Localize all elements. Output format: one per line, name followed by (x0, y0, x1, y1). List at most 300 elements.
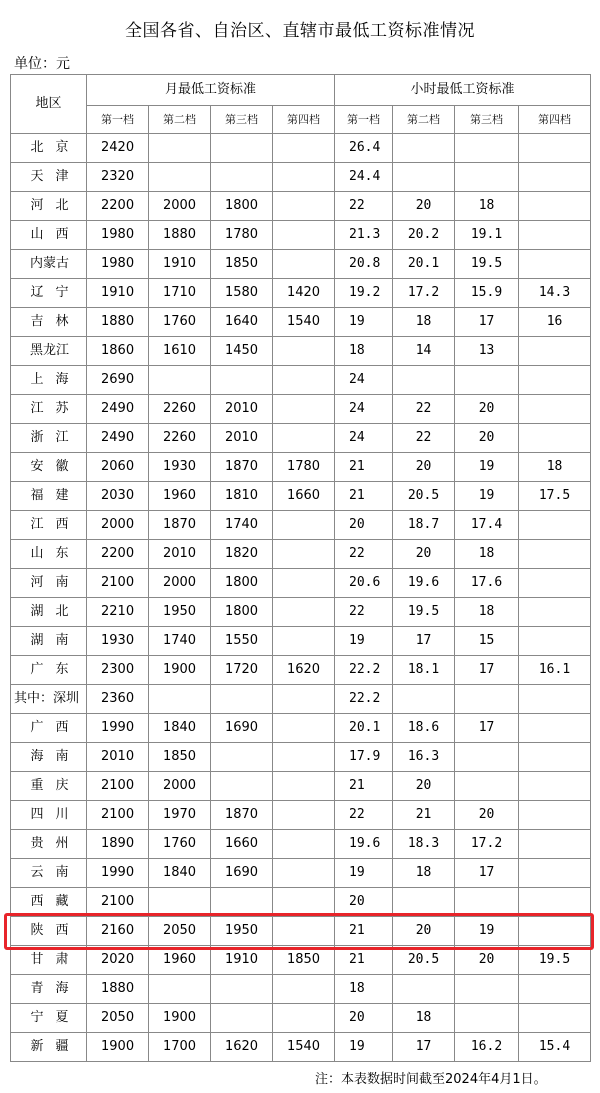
monthly-tier-1-cell: 2030 (87, 482, 149, 511)
hourly-tier-1-cell: 24 (335, 366, 393, 395)
hourly-tier-4-cell (519, 163, 591, 192)
hourly-tier-3-cell: 20 (455, 946, 519, 975)
hourly-tier-4-cell (519, 859, 591, 888)
hourly-tier-4-cell (519, 772, 591, 801)
hourly-tier-3-cell: 17 (455, 859, 519, 888)
region-cell: 江苏 (11, 395, 87, 424)
hourly-tier-3-cell: 17.6 (455, 569, 519, 598)
hourly-tier-2-cell: 18 (393, 308, 455, 337)
monthly-tier-2-cell (149, 134, 211, 163)
hourly-tier-2-header: 第二档 (393, 106, 455, 134)
monthly-tier-1-cell: 2160 (87, 917, 149, 946)
table-row (11, 975, 591, 1004)
monthly-tier-1-cell: 2200 (87, 540, 149, 569)
region-cell: 吉林 (11, 308, 87, 337)
region-cell: 内蒙古 (11, 250, 87, 279)
monthly-tier-2-cell: 1950 (149, 598, 211, 627)
monthly-tier-2-cell (149, 163, 211, 192)
monthly-tier-2-cell (149, 888, 211, 917)
monthly-tier-3-cell: 1580 (211, 279, 273, 308)
hourly-tier-2-cell: 20.5 (393, 482, 455, 511)
hourly-tier-2-cell (393, 685, 455, 714)
hourly-tier-1-cell: 19.2 (335, 279, 393, 308)
hourly-tier-2-cell: 18 (393, 1004, 455, 1033)
monthly-tier-1-cell: 2100 (87, 569, 149, 598)
table-row (11, 1004, 591, 1033)
monthly-tier-4-cell (273, 714, 335, 743)
hourly-tier-4-cell (519, 424, 591, 453)
region-cell: 四川 (11, 801, 87, 830)
hourly-tier-3-cell: 18 (455, 192, 519, 221)
hourly-tier-3-cell: 18 (455, 540, 519, 569)
hourly-tier-1-cell: 20 (335, 1004, 393, 1033)
monthly-tier-3-cell: 1820 (211, 540, 273, 569)
table-row (11, 714, 591, 743)
monthly-tier-4-cell (273, 743, 335, 772)
hourly-tier-2-cell: 20 (393, 453, 455, 482)
monthly-tier-4-cell (273, 569, 335, 598)
monthly-tier-3-cell: 1450 (211, 337, 273, 366)
hourly-tier-4-cell (519, 540, 591, 569)
table-row (11, 540, 591, 569)
monthly-tier-4-cell: 1780 (273, 453, 335, 482)
monthly-tier-2-cell: 2260 (149, 395, 211, 424)
hourly-tier-3-cell: 17 (455, 656, 519, 685)
region-cell: 海南 (11, 743, 87, 772)
monthly-tier-3-cell: 1800 (211, 192, 273, 221)
hourly-tier-3-cell: 17 (455, 308, 519, 337)
monthly-tier-4-cell (273, 685, 335, 714)
region-cell: 福建 (11, 482, 87, 511)
hourly-tier-2-cell: 18 (393, 859, 455, 888)
hourly-tier-4-header: 第四档 (519, 106, 591, 134)
hourly-tier-1-cell: 21 (335, 482, 393, 511)
monthly-tier-1-cell: 1880 (87, 975, 149, 1004)
monthly-tier-3-cell: 1660 (211, 830, 273, 859)
hourly-tier-1-cell: 19 (335, 308, 393, 337)
table-row (11, 569, 591, 598)
table-row (11, 482, 591, 511)
table-row (11, 279, 591, 308)
monthly-tier-2-cell: 1870 (149, 511, 211, 540)
hourly-tier-1-cell: 24 (335, 395, 393, 424)
region-cell: 青海 (11, 975, 87, 1004)
hourly-tier-3-cell (455, 975, 519, 1004)
monthly-tier-4-cell (273, 395, 335, 424)
table-row (11, 366, 591, 395)
monthly-tier-4-cell (273, 511, 335, 540)
monthly-tier-3-cell (211, 975, 273, 1004)
hourly-tier-1-cell: 20.8 (335, 250, 393, 279)
monthly-tier-2-cell: 1740 (149, 627, 211, 656)
table-row (11, 511, 591, 540)
hourly-tier-2-cell: 20.1 (393, 250, 455, 279)
hourly-tier-2-cell (393, 163, 455, 192)
hourly-tier-3-cell: 16.2 (455, 1033, 519, 1062)
monthly-tier-4-cell: 1420 (273, 279, 335, 308)
monthly-tier-2-cell: 1910 (149, 250, 211, 279)
monthly-tier-2-cell: 2000 (149, 192, 211, 221)
hourly-tier-2-cell: 18.7 (393, 511, 455, 540)
region-cell: 河北 (11, 192, 87, 221)
monthly-tier-3-cell: 1950 (211, 917, 273, 946)
hourly-tier-1-cell: 22.2 (335, 656, 393, 685)
hourly-tier-2-cell: 18.1 (393, 656, 455, 685)
monthly-tier-4-cell (273, 192, 335, 221)
monthly-tier-4-cell (273, 801, 335, 830)
monthly-tier-1-cell: 1860 (87, 337, 149, 366)
minimum-wage-table (10, 74, 591, 1062)
monthly-tier-4-cell: 1660 (273, 482, 335, 511)
hourly-tier-2-cell: 19.5 (393, 598, 455, 627)
monthly-tier-4-cell (273, 1004, 335, 1033)
table-row (11, 888, 591, 917)
hourly-tier-1-cell: 19 (335, 1033, 393, 1062)
monthly-tier-1-cell: 1900 (87, 1033, 149, 1062)
footnote: 注：本表数据时间截至2024年4月1日。 (315, 1072, 547, 1087)
region-cell: 天津 (11, 163, 87, 192)
monthly-tier-2-cell: 2010 (149, 540, 211, 569)
hourly-tier-4-cell (519, 598, 591, 627)
monthly-tier-3-cell: 2010 (211, 395, 273, 424)
monthly-tier-3-cell: 1550 (211, 627, 273, 656)
region-cell: 北京 (11, 134, 87, 163)
monthly-tier-1-cell: 2490 (87, 395, 149, 424)
region-cell: 河南 (11, 569, 87, 598)
monthly-tier-4-cell (273, 163, 335, 192)
region-cell: 西藏 (11, 888, 87, 917)
hourly-tier-3-cell: 17.2 (455, 830, 519, 859)
table-row (11, 859, 591, 888)
hourly-tier-3-cell: 19 (455, 482, 519, 511)
hourly-tier-4-cell: 16.1 (519, 656, 591, 685)
table-row (11, 134, 591, 163)
hourly-tier-3-cell (455, 163, 519, 192)
monthly-tier-1-cell: 1990 (87, 859, 149, 888)
monthly-tier-4-cell (273, 540, 335, 569)
table-row (11, 830, 591, 859)
hourly-tier-4-cell: 16 (519, 308, 591, 337)
hourly-tier-2-cell: 17 (393, 627, 455, 656)
region-cell: 山东 (11, 540, 87, 569)
hourly-tier-4-cell (519, 192, 591, 221)
monthly-tier-3-cell: 1640 (211, 308, 273, 337)
monthly-tier-4-header: 第四档 (273, 106, 335, 134)
hourly-tier-1-cell: 19 (335, 627, 393, 656)
monthly-tier-4-cell: 1850 (273, 946, 335, 975)
hourly-tier-3-cell: 17.4 (455, 511, 519, 540)
hourly-tier-4-cell (519, 366, 591, 395)
monthly-tier-1-cell: 2010 (87, 743, 149, 772)
monthly-tier-4-cell (273, 134, 335, 163)
hourly-tier-1-header: 第一档 (335, 106, 393, 134)
hourly-tier-4-cell (519, 134, 591, 163)
monthly-tier-2-cell: 2260 (149, 424, 211, 453)
hourly-tier-3-cell: 19.5 (455, 250, 519, 279)
monthly-tier-2-cell: 2000 (149, 569, 211, 598)
hourly-tier-3-cell: 17 (455, 714, 519, 743)
region-cell: 广西 (11, 714, 87, 743)
hourly-tier-1-cell: 21 (335, 453, 393, 482)
monthly-tier-1-cell: 1990 (87, 714, 149, 743)
monthly-tier-3-cell (211, 685, 273, 714)
hourly-tier-2-cell (393, 975, 455, 1004)
hourly-tier-4-cell (519, 685, 591, 714)
hourly-tier-4-cell (519, 1004, 591, 1033)
region-column-header: 地区 (11, 75, 87, 134)
hourly-tier-1-cell: 20 (335, 888, 393, 917)
table-row (11, 337, 591, 366)
table-row (11, 163, 591, 192)
hourly-tier-2-cell: 16.3 (393, 743, 455, 772)
monthly-tier-3-cell: 2010 (211, 424, 273, 453)
table-row (11, 685, 591, 714)
monthly-tier-2-cell: 1760 (149, 308, 211, 337)
hourly-tier-1-cell: 19.6 (335, 830, 393, 859)
monthly-tier-3-cell: 1720 (211, 656, 273, 685)
hourly-tier-2-cell: 17.2 (393, 279, 455, 308)
hourly-tier-4-cell (519, 917, 591, 946)
monthly-tier-3-cell: 1800 (211, 598, 273, 627)
monthly-tier-1-cell: 1880 (87, 308, 149, 337)
table-row (11, 221, 591, 250)
hourly-tier-2-cell: 14 (393, 337, 455, 366)
hourly-tier-4-cell (519, 250, 591, 279)
monthly-tier-4-cell (273, 975, 335, 1004)
monthly-tier-4-cell (273, 627, 335, 656)
region-cell: 湖北 (11, 598, 87, 627)
hourly-tier-3-cell (455, 685, 519, 714)
monthly-tier-3-cell: 1690 (211, 714, 273, 743)
hourly-tier-1-cell: 22.2 (335, 685, 393, 714)
table-row (11, 656, 591, 685)
hourly-tier-4-cell (519, 975, 591, 1004)
table-row (11, 917, 591, 946)
table-row (11, 424, 591, 453)
page-title: 全国各省、自治区、直辖市最低工资标准情况 (125, 21, 475, 41)
hourly-tier-2-cell (393, 888, 455, 917)
monthly-tier-3-cell (211, 1004, 273, 1033)
hourly-tier-2-cell: 18.3 (393, 830, 455, 859)
hourly-tier-4-cell (519, 395, 591, 424)
monthly-tier-3-cell (211, 888, 273, 917)
hourly-tier-1-cell: 24.4 (335, 163, 393, 192)
monthly-tier-3-cell: 1740 (211, 511, 273, 540)
hourly-tier-1-cell: 21 (335, 946, 393, 975)
table-row (11, 192, 591, 221)
monthly-tier-2-cell: 1960 (149, 482, 211, 511)
table-row (11, 598, 591, 627)
monthly-tier-1-cell: 1980 (87, 221, 149, 250)
hourly-tier-2-cell: 22 (393, 424, 455, 453)
hourly-tier-4-cell: 19.5 (519, 946, 591, 975)
monthly-tier-1-cell: 2420 (87, 134, 149, 163)
hourly-tier-2-cell: 20 (393, 772, 455, 801)
monthly-tier-4-cell: 1540 (273, 308, 335, 337)
monthly-tier-1-cell: 2300 (87, 656, 149, 685)
region-cell: 新疆 (11, 1033, 87, 1062)
table-row (11, 743, 591, 772)
hourly-tier-3-cell: 20 (455, 424, 519, 453)
monthly-tier-1-header: 第一档 (87, 106, 149, 134)
region-cell: 黑龙江 (11, 337, 87, 366)
monthly-tier-2-cell: 1900 (149, 1004, 211, 1033)
monthly-tier-4-cell (273, 424, 335, 453)
region-cell: 陕西 (11, 917, 87, 946)
hourly-tier-4-cell (519, 714, 591, 743)
region-cell: 其中：深圳 (11, 685, 87, 714)
monthly-tier-3-cell: 1810 (211, 482, 273, 511)
hourly-tier-1-cell: 22 (335, 540, 393, 569)
monthly-tier-3-cell (211, 366, 273, 395)
monthly-tier-3-cell (211, 743, 273, 772)
hourly-tier-3-header: 第三档 (455, 106, 519, 134)
monthly-tier-1-cell: 1930 (87, 627, 149, 656)
hourly-tier-1-cell: 26.4 (335, 134, 393, 163)
monthly-tier-3-cell: 1850 (211, 250, 273, 279)
hourly-tier-2-cell: 22 (393, 395, 455, 424)
monthly-tier-4-cell (273, 859, 335, 888)
monthly-tier-3-cell (211, 134, 273, 163)
region-cell: 贵州 (11, 830, 87, 859)
monthly-tier-1-cell: 2060 (87, 453, 149, 482)
hourly-tier-2-cell: 17 (393, 1033, 455, 1062)
monthly-tier-3-cell: 1690 (211, 859, 273, 888)
hourly-tier-2-cell: 20 (393, 540, 455, 569)
monthly-tier-3-cell: 1780 (211, 221, 273, 250)
hourly-tier-4-cell (519, 337, 591, 366)
monthly-tier-3-cell (211, 772, 273, 801)
region-cell: 甘肃 (11, 946, 87, 975)
monthly-tier-2-cell: 2000 (149, 772, 211, 801)
hourly-tier-4-cell (519, 511, 591, 540)
monthly-tier-2-cell: 1960 (149, 946, 211, 975)
hourly-tier-3-cell (455, 888, 519, 917)
region-cell: 安徽 (11, 453, 87, 482)
monthly-tier-1-cell: 2000 (87, 511, 149, 540)
hourly-tier-3-cell (455, 743, 519, 772)
monthly-tier-4-cell (273, 772, 335, 801)
table-row (11, 946, 591, 975)
table-row (11, 453, 591, 482)
monthly-tier-2-cell: 1900 (149, 656, 211, 685)
monthly-tier-2-cell: 1840 (149, 859, 211, 888)
hourly-tier-1-cell: 21.3 (335, 221, 393, 250)
monthly-tier-1-cell: 2200 (87, 192, 149, 221)
hourly-tier-4-cell (519, 627, 591, 656)
hourly-tier-2-cell: 19.6 (393, 569, 455, 598)
monthly-tier-3-cell: 1870 (211, 453, 273, 482)
hourly-tier-2-cell: 18.6 (393, 714, 455, 743)
monthly-tier-1-cell: 2100 (87, 801, 149, 830)
monthly-tier-2-cell: 1970 (149, 801, 211, 830)
hourly-tier-3-cell: 19.1 (455, 221, 519, 250)
hourly-tier-1-cell: 20.6 (335, 569, 393, 598)
hourly-tier-4-cell (519, 888, 591, 917)
monthly-tier-1-cell: 1890 (87, 830, 149, 859)
monthly-tier-1-cell: 2100 (87, 888, 149, 917)
monthly-tier-4-cell (273, 221, 335, 250)
region-cell: 云南 (11, 859, 87, 888)
hourly-tier-3-cell: 19 (455, 453, 519, 482)
hourly-tier-2-cell: 20.2 (393, 221, 455, 250)
monthly-tier-4-cell: 1620 (273, 656, 335, 685)
monthly-tier-2-cell: 1930 (149, 453, 211, 482)
table-row (11, 1033, 591, 1062)
region-cell: 上海 (11, 366, 87, 395)
hourly-tier-2-cell (393, 366, 455, 395)
monthly-tier-2-cell: 1710 (149, 279, 211, 308)
table-row (11, 250, 591, 279)
hourly-tier-2-cell: 21 (393, 801, 455, 830)
hourly-tier-3-cell: 18 (455, 598, 519, 627)
hourly-tier-3-cell (455, 366, 519, 395)
hourly-tier-4-cell (519, 743, 591, 772)
hourly-tier-3-cell: 20 (455, 395, 519, 424)
monthly-tier-4-cell (273, 337, 335, 366)
table-body (11, 134, 591, 1062)
monthly-tier-2-cell (149, 685, 211, 714)
region-cell: 江西 (11, 511, 87, 540)
monthly-tier-3-cell: 1800 (211, 569, 273, 598)
hourly-tier-3-cell: 19 (455, 917, 519, 946)
monthly-tier-2-cell: 2050 (149, 917, 211, 946)
region-cell: 辽宁 (11, 279, 87, 308)
monthly-tier-1-cell: 2210 (87, 598, 149, 627)
monthly-tier-3-cell (211, 163, 273, 192)
monthly-tier-1-cell: 2020 (87, 946, 149, 975)
table-row (11, 627, 591, 656)
hourly-tier-1-cell: 22 (335, 801, 393, 830)
hourly-tier-1-cell: 19 (335, 859, 393, 888)
hourly-tier-2-cell: 20 (393, 192, 455, 221)
region-cell: 重庆 (11, 772, 87, 801)
hourly-tier-4-cell: 15.4 (519, 1033, 591, 1062)
hourly-tier-2-cell: 20 (393, 917, 455, 946)
table-row (11, 801, 591, 830)
hourly-tier-4-cell (519, 569, 591, 598)
monthly-tier-1-cell: 2100 (87, 772, 149, 801)
region-cell: 湖南 (11, 627, 87, 656)
monthly-tier-1-cell: 2490 (87, 424, 149, 453)
hourly-tier-3-cell (455, 1004, 519, 1033)
hourly-tier-1-cell: 22 (335, 598, 393, 627)
monthly-tier-3-cell: 1910 (211, 946, 273, 975)
hourly-tier-3-cell: 20 (455, 801, 519, 830)
hourly-tier-1-cell: 18 (335, 975, 393, 1004)
monthly-tier-1-cell: 1910 (87, 279, 149, 308)
region-cell: 浙江 (11, 424, 87, 453)
hourly-tier-3-cell: 13 (455, 337, 519, 366)
monthly-tier-2-cell: 1840 (149, 714, 211, 743)
hourly-tier-3-cell: 15 (455, 627, 519, 656)
hourly-tier-4-cell: 18 (519, 453, 591, 482)
hourly-tier-1-cell: 20 (335, 511, 393, 540)
monthly-tier-2-cell: 1880 (149, 221, 211, 250)
monthly-tier-2-cell (149, 366, 211, 395)
monthly-tier-4-cell (273, 830, 335, 859)
region-cell: 山西 (11, 221, 87, 250)
hourly-tier-1-cell: 21 (335, 917, 393, 946)
monthly-tier-2-cell: 1850 (149, 743, 211, 772)
monthly-tier-3-cell: 1620 (211, 1033, 273, 1062)
monthly-tier-1-cell: 2320 (87, 163, 149, 192)
monthly-tier-3-cell: 1870 (211, 801, 273, 830)
hourly-tier-4-cell: 17.5 (519, 482, 591, 511)
unit-label: 单位：元 (14, 56, 70, 72)
monthly-tier-4-cell (273, 250, 335, 279)
hourly-tier-4-cell (519, 830, 591, 859)
